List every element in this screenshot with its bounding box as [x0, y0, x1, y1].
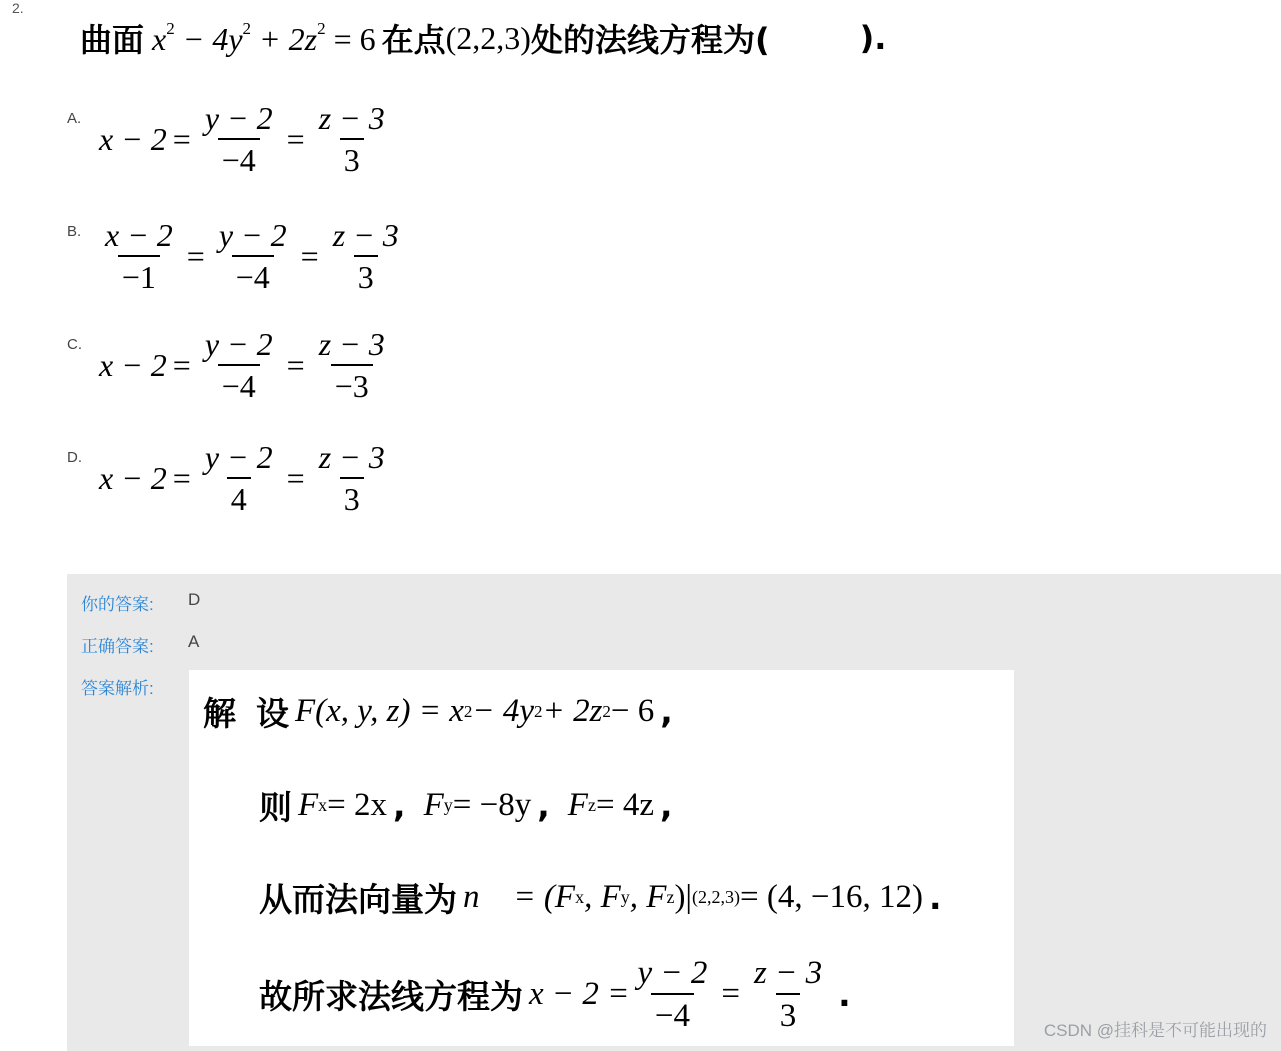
question-stem	[80, 12, 886, 64]
answer-blank	[770, 20, 860, 57]
option-formula: x − 2 = $\frac{y - 2}{4}$ = $\frac{z - 3}{3}$	[99, 439, 385, 517]
question-point: (2,2,3)	[445, 19, 531, 56]
option-formula: x − 2 = $\frac{y - 2}{-4}$ = $\frac{z - 3}{-3}$	[99, 326, 385, 404]
question-number: 2.	[12, 0, 24, 16]
option-letter: D.	[67, 449, 82, 466]
correct-answer-value: A	[188, 632, 200, 651]
question-close: ).	[859, 19, 887, 57]
csdn-watermark: CSDN @挂科是不可能出现的	[1043, 1021, 1267, 1040]
option-letter: A.	[67, 110, 82, 127]
analysis-panel	[67, 574, 1281, 1051]
option-formula: x − 2 = $\frac{y - 2}{-4}$ = $\frac{z - 3}{3}$	[99, 100, 385, 178]
explanation-image	[189, 670, 1014, 1046]
explanation-line-2: 则 F x = 2x , F y = −8y , F z = 4z ,	[259, 786, 673, 827]
your-answer-value: D	[188, 590, 201, 609]
explanation-line-4: 故所求法线方程为 x − 2 = $\frac{y - 2}{-4}$ = $\frac{z - 3}{3}$ .	[259, 955, 851, 1034]
option-letter: C.	[67, 336, 82, 353]
explanation-line-3: 从而法向量为 n⃗ = (F x , F y , F z )| (2,2,3) = (4, −16, 12) .	[259, 878, 942, 919]
question-tail: 处的法线方程为(	[530, 21, 770, 59]
your-answer-label: 你的答案:	[81, 595, 154, 614]
question-lead: 曲面	[80, 21, 145, 59]
option-letter: B.	[67, 223, 82, 240]
question-equation: $x^2 - 4y^2 + 2z^2 = 6$	[152, 18, 376, 57]
analysis-label: 答案解析:	[81, 679, 154, 698]
correct-answer-label: 正确答案:	[81, 637, 154, 656]
option-formula: $\frac{x - 2}{-1}$ = $\frac{y - 2}{-4}$ = $\frac{z - 3}{3}$	[105, 217, 399, 295]
question-middle: 在点	[381, 21, 446, 59]
explanation-line-1: 解 设 F(x, y, z) = x 2 − 4y 2 + 2z 2 − 6 ,	[203, 692, 673, 733]
